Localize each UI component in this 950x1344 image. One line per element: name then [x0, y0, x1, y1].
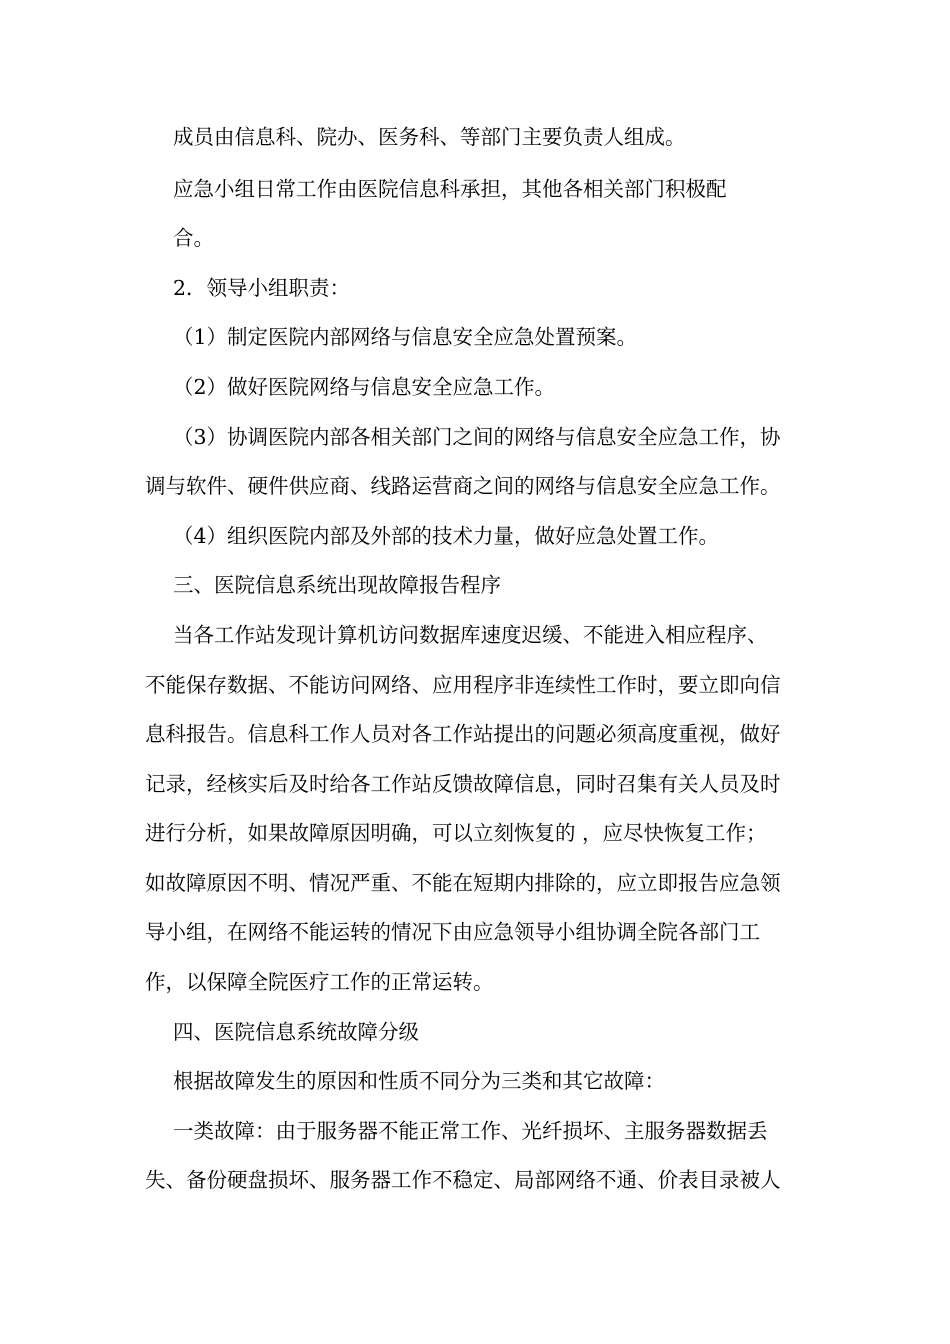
paragraph-line: 应急小组日常工作由医院信息科承担，其他各相关部门积极配 [173, 177, 727, 201]
list-item: （3）协调医院内部各相关部门之间的网络与信息安全应急工作，协 [173, 425, 781, 449]
paragraph-line: 合。 [173, 226, 214, 250]
paragraph-line: 进行分析，如果故障原因明确，可以立刻恢复的 ，应尽快恢复工作； [145, 821, 767, 845]
paragraph-line: 一类故障：由于服务器不能正常工作、光纤损坏、主服务器数据丢 [173, 1119, 768, 1143]
paragraph-line: 不能保存数据、不能访问网络、应用程序非连续性工作时，要立即向信 [145, 673, 781, 697]
paragraph-line: 当各工作站发现计算机访问数据库速度迟缓、不能进入相应程序、 [173, 623, 768, 647]
list-item: （4）组织医院内部及外部的技术力量，做好应急处置工作。 [173, 524, 720, 548]
list-item: （2）做好医院网络与信息安全应急工作。 [173, 375, 556, 399]
list-item: （1）制定医院内部网络与信息安全应急处置预案。 [173, 325, 638, 349]
paragraph-line: 作，以保障全院医疗工作的正常运转。 [145, 970, 494, 994]
section-heading: 四、医院信息系统故障分级 [173, 1020, 419, 1044]
section-heading: 三、医院信息系统出现故障报告程序 [173, 573, 501, 597]
paragraph-line: 调与软件、硬件供应商、线路运营商之间的网络与信息安全应急工作。 [145, 474, 781, 498]
paragraph-line: 根据故障发生的原因和性质不同分为三类和其它故障： [173, 1069, 665, 1093]
paragraph-line: 失、备份硬盘损坏、服务器工作不稳定、局部网络不通、价表目录被人 [145, 1168, 781, 1192]
paragraph-line: 息科报告。信息科工作人员对各工作站提出的问题必须高度重视，做好 [145, 722, 781, 746]
paragraph-line: 记录，经核实后及时给各工作站反馈故障信息，同时召集有关人员及时 [145, 772, 781, 796]
section-heading: 2．领导小组职责： [173, 276, 351, 300]
paragraph-line: 成员由信息科、院办、医务科、等部门主要负责人组成。 [173, 125, 686, 149]
paragraph-line: 导小组，在网络不能运转的情况下由应急领导小组协调全院各部门工 [145, 920, 760, 944]
paragraph-line: 如故障原因不明、情况严重、不能在短期内排除的，应立即报告应急领 [145, 871, 781, 895]
